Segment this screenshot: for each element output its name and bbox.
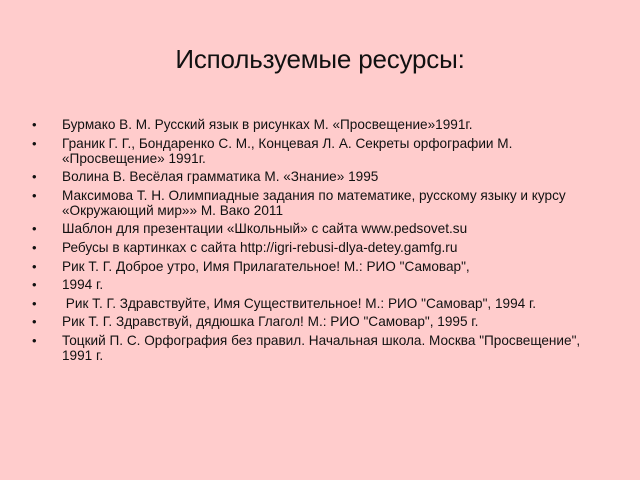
list-item: [32, 169, 612, 184]
list-item: [32, 333, 612, 363]
list-item-text: Ребусы в картинках с сайта http://igri-rebusi-dlya-detey.gamfg.ru: [62, 239, 458, 255]
list-item-text: Рик Т. Г. Доброе утро, Имя Прилагательное! М.: РИО "Самовар",: [62, 258, 470, 274]
list-item: [32, 314, 612, 329]
list-item: [32, 277, 612, 292]
list-item: [32, 296, 612, 311]
bullet-icon: •: [32, 117, 37, 132]
list-item-text: Шаблон для презентации «Школьный» с сайта www.pedsovet.su: [62, 221, 468, 237]
list-item-text: Рик Т. Г. Здравствуй, дядюшка Глагол! М.: РИО "Самовар", 1995 г.: [62, 314, 479, 330]
bullet-icon: •: [32, 135, 37, 151]
slide-title: Используемые ресурсы:: [175, 44, 465, 74]
resources-list: [32, 117, 612, 367]
bullet-icon: •: [32, 169, 37, 185]
bullet-icon: •: [32, 295, 37, 311]
bullet-icon: •: [32, 221, 37, 237]
list-item: [32, 117, 612, 132]
list-item: [32, 136, 612, 166]
bullet-icon: •: [32, 187, 37, 203]
list-item: [32, 188, 612, 218]
bullet-icon: •: [32, 277, 37, 293]
list-item-text: Рик Т. Г. Здравствуйте, Имя Существительное! М.: РИО "Самовар", 1994 г.: [62, 295, 537, 311]
bullet-icon: •: [32, 239, 37, 255]
list-item: [32, 240, 612, 255]
bullet-icon: •: [32, 258, 37, 274]
list-item-text: Волина В. Весёлая грамматика М. «Знание» 1995: [62, 169, 379, 185]
list-item-text: 1994 г.: [62, 277, 104, 293]
list-item-text: Бурмако В. М. Русский язык в рисунках М. «Просвещение»1991г.: [62, 117, 473, 132]
bullet-icon: •: [32, 314, 37, 330]
list-item-text: Максимова Т. Н. Олимпиадные задания по математике, русскому языку и курсу «Окружающий мир»» М. Вако 2011: [62, 187, 566, 218]
list-item-text: Тоцкий П. С. Орфография без правил. Начальная школа. Москва "Просвещение", 1991 г.: [62, 332, 581, 363]
bullet-icon: •: [32, 332, 37, 348]
list-item: [32, 221, 612, 236]
list-item-text: Граник Г. Г., Бондаренко С. М., Концевая Л. А. Секреты орфографии М. «Просвещение» 1991г.: [62, 135, 513, 166]
list-item: [32, 259, 612, 274]
